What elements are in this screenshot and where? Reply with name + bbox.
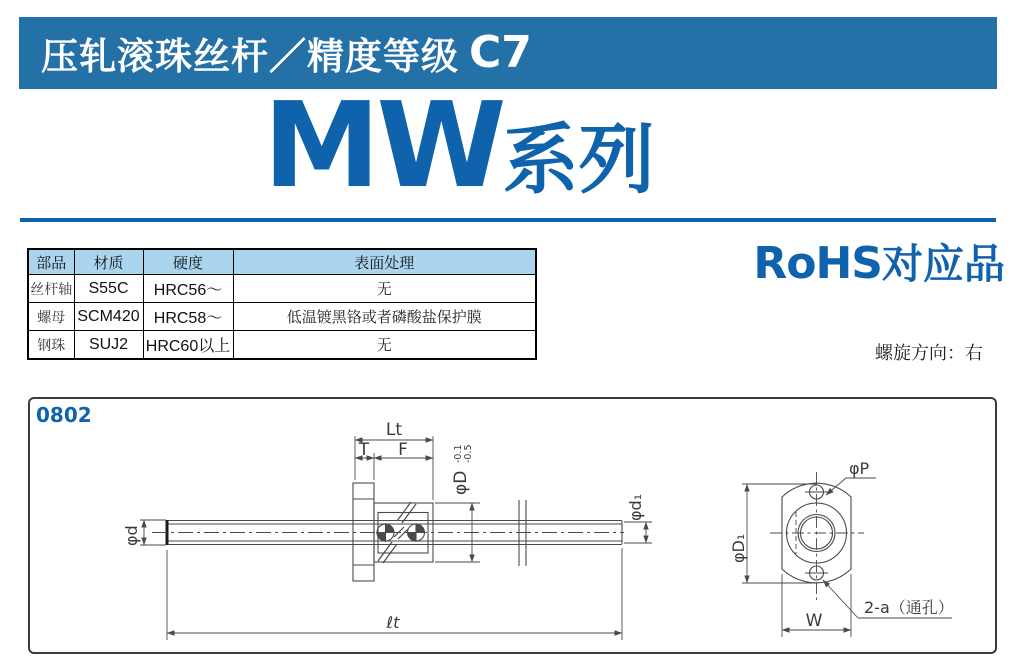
cell-material: SUJ2 [74,331,143,360]
rohs-label-cn: 对应品 [882,241,1005,287]
dim-label-phiD: φD [451,470,471,495]
dim-tolerance-lower: -0.5 [463,444,474,463]
side-view-dimensions [140,436,652,640]
dim-label-phiD-group [451,444,474,495]
cell-surface: 低温镀黑铬或者磷酸盐保护膜 [233,303,536,331]
figure-number: 0802 [36,403,92,427]
cell-material: S55C [74,275,143,303]
ball-return-symbol [407,523,426,542]
accuracy-grade-code: C7 [469,27,532,78]
cell-surface: 无 [233,275,536,303]
cell-part: 螺母 [28,303,74,331]
cell-part: 钢珠 [28,331,74,360]
cell-material: SCM420 [74,303,143,331]
cell-hardness: HRC56～ [143,275,233,303]
thread-direction-note: 螺旋方向：右 [875,343,983,363]
dim-tolerance-upper: -0.1 [453,444,464,463]
front-view [770,472,864,600]
col-header-surface: 表面处理 [233,249,536,275]
page-title: 压轧滚珠丝杆／精度等级 [41,37,459,78]
dim-label-phid: φd [122,525,141,546]
dim-label-phiP: φP [849,459,870,478]
dim-label-Lt: Lt [385,420,403,440]
rohs-label-en: RoHS [753,238,882,289]
dim-label-F: F [398,440,408,460]
cell-part: 丝杆轴 [28,275,74,303]
dim-label-T: T [358,440,370,460]
side-view [152,483,624,581]
ball-return-symbol [376,523,395,542]
dim-label-holes: 2-a（通孔） [864,598,954,617]
series-name: MW [263,76,503,214]
col-header-material: 材质 [74,249,143,275]
col-header-hardness: 硬度 [143,249,233,275]
cell-surface: 无 [233,331,536,360]
dim-label-phid1: φd₁ [626,493,645,521]
dim-label-W: W [805,611,823,631]
cell-hardness: HRC58～ [143,303,233,331]
dim-label-phiD1: φD₁ [729,533,748,563]
series-suffix: 系列 [502,119,655,203]
col-header-part: 部品 [28,249,74,275]
cell-hardness: HRC60以上 [143,331,233,360]
dim-label-phiD1-group [729,534,748,563]
dim-label-lt: ℓt [386,613,400,632]
